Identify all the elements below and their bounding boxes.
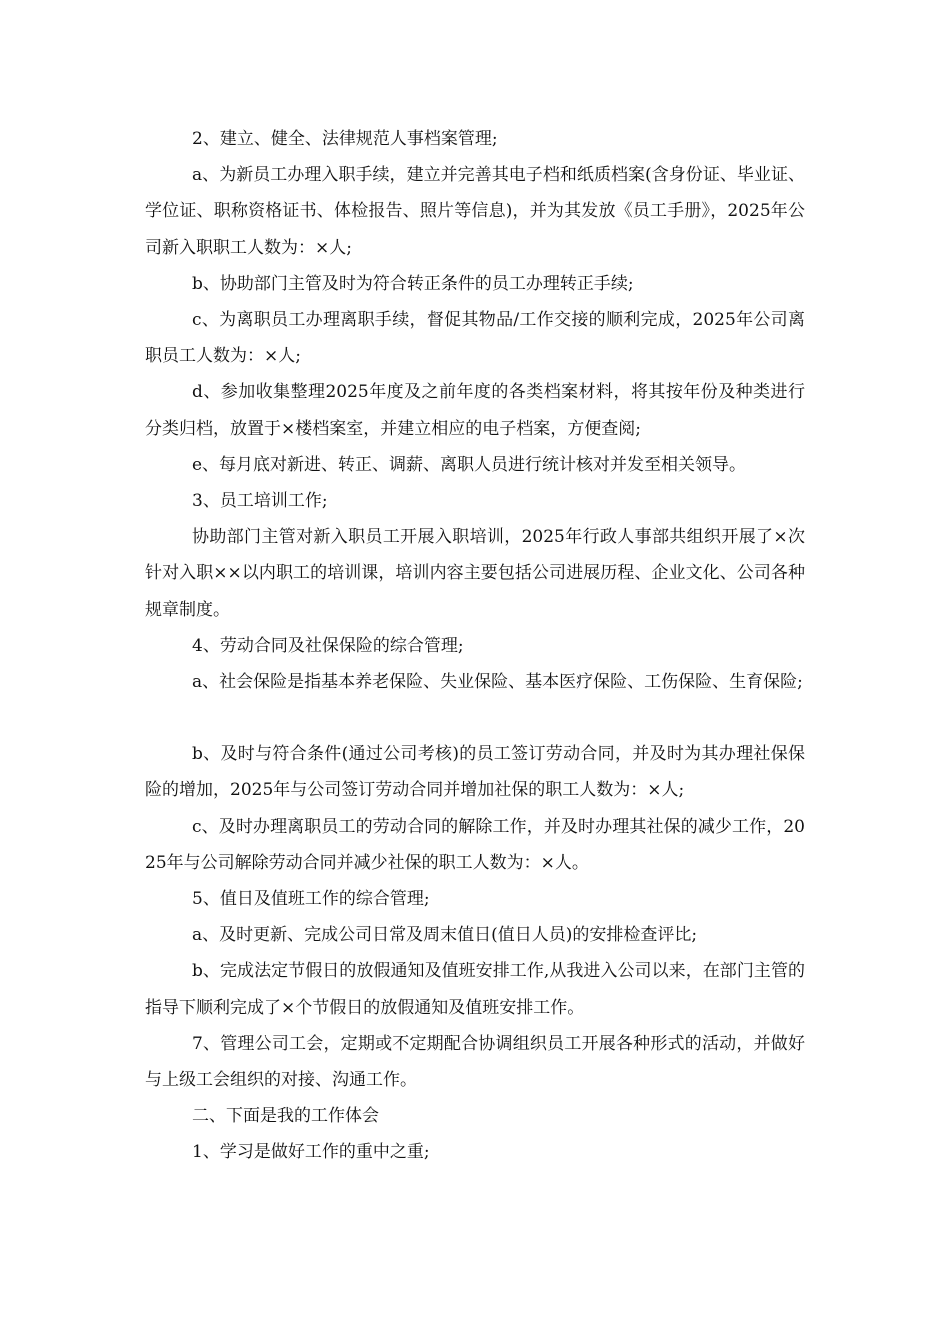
document-body	[145, 121, 805, 1171]
paragraph-training-body: 协助部门主管对新入职员工开展入职培训，2025年行政人事部共组织开展了×次针对入职××以内职工的培训课，培训内容主要包括公司进展历程、企业文化、公司各种规章制度。	[145, 527, 805, 620]
paragraph-duty-a: a、及时更新、完成公司日常及周末值日(值日人员)的安排检查评比;	[192, 925, 698, 946]
paragraph-training-heading: 3、员工培训工作;	[192, 491, 328, 512]
paragraph-archive-b: b、协助部门主管及时为符合转正条件的员工办理转正手续;	[192, 273, 634, 294]
paragraph-contract-heading: 4、劳动合同及社保保险的综合管理;	[192, 635, 464, 656]
paragraph-gap	[145, 700, 805, 736]
paragraph-archive-c: c、为离职员工办理离职手续，督促其物品/工作交接的顺利完成，2025年公司离职员工人数为：×人;	[145, 310, 805, 367]
paragraph-contract-a: a、社会保险是指基本养老保险、失业保险、基本医疗保险、工伤保险、生育保险;	[192, 672, 803, 693]
paragraph-archive-e: e、每月底对新进、转正、调薪、离职人员进行统计核对并发至相关领导。	[192, 454, 747, 475]
paragraph-union: 7、管理公司工会，定期或不定期配合协调组织员工开展各种形式的活动，并做好与上级工会组织的对接、沟通工作。	[145, 1033, 805, 1091]
paragraph-experience-1: 1、学习是做好工作的重中之重;	[192, 1142, 430, 1163]
paragraph-archive-a: a、为新员工办理入职手续，建立并完善其电子档和纸质档案(含身份证、毕业证、学位证、职称资格证书、体检报告、照片等信息)，并为其发放《员工手册》，2025年公司新入职职工人数为：×人;	[145, 165, 805, 258]
paragraph-archive-heading: 2、建立、健全、法律规范人事档案管理;	[192, 129, 498, 149]
paragraph-duty-b: b、完成法定节假日的放假通知及值班安排工作,从我进入公司以来，在部门主管的指导下顺利完成了×个节假日的放假通知及值班安排工作。	[145, 961, 805, 1018]
paragraph-archive-d: d、参加收集整理2025年度及之前年度的各类档案材料，将其按年份及种类进行分类归档，放置于×楼档案室，并建立相应的电子档案，方便查阅;	[145, 382, 805, 439]
paragraph-contract-b: b、及时与符合条件(通过公司考核)的员工签订劳动合同，并及时为其办理社保保险的增加，2025年与公司签订劳动合同并增加社保的职工人数为：×人;	[145, 744, 805, 801]
paragraph-experience-heading: 二、下面是我的工作体会	[192, 1106, 379, 1127]
paragraph-duty-heading: 5、值日及值班工作的综合管理;	[192, 889, 430, 910]
paragraph-contract-c: c、及时办理离职员工的劳动合同的解除工作，并及时办理其社保的减少工作，2025年与公司解除劳动合同并减少社保的职工人数为：×人。	[145, 816, 805, 873]
